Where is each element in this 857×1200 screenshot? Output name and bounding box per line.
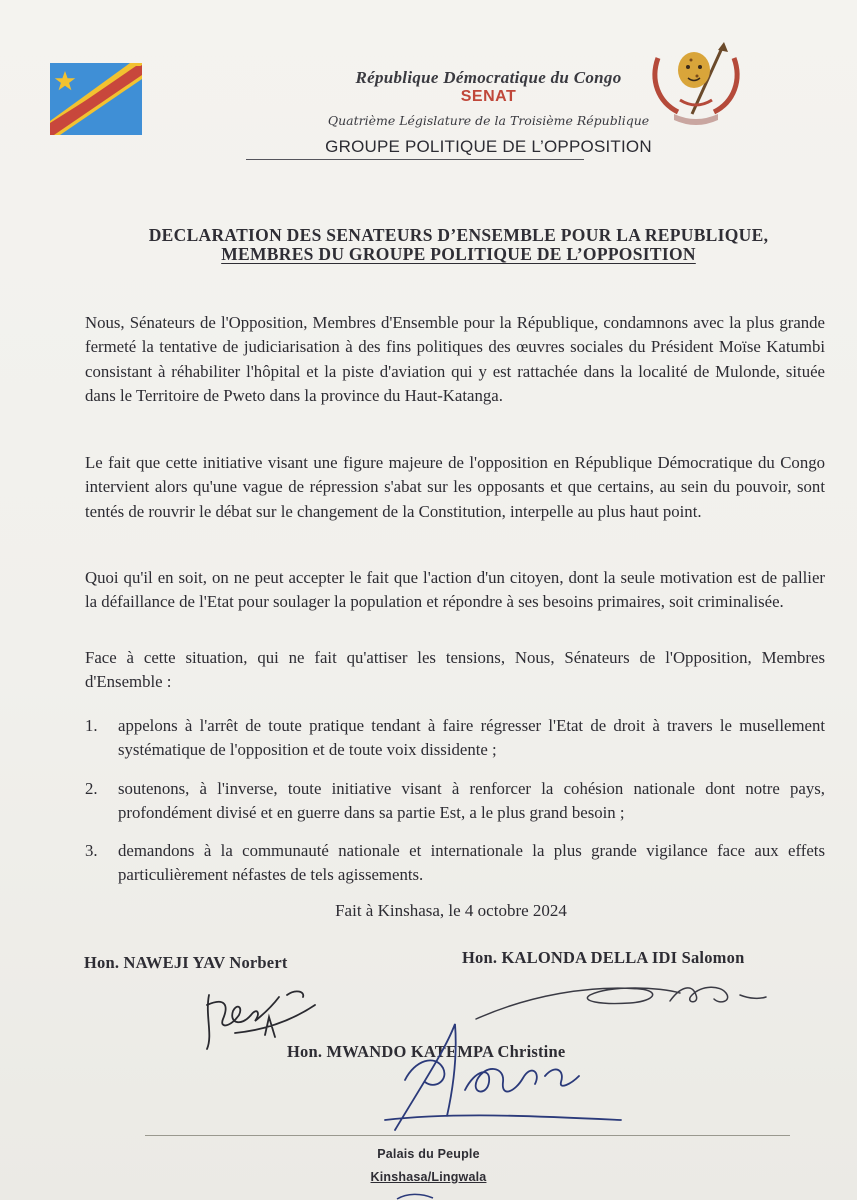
paragraph-4: Face à cette situation, qui ne fait qu'attiser les tensions, Nous, Sénateurs de l'Opposition, Membres d'Ensemble :	[85, 648, 825, 692]
signatory-naweji: Hon. NAWEJI YAV Norbert	[84, 953, 288, 972]
footer-address-line-1: Palais du Peuple	[377, 1147, 480, 1161]
resolution-number: 3.	[85, 841, 98, 860]
footer-divider	[145, 1135, 790, 1136]
signature-kalonda	[470, 975, 770, 1025]
resolution-text: appelons à l'arrêt de toute pratique tendant à faire régresser l'Etat de droit à travers le musellement systématique de l'opposition et de toute voix dissidente ;	[118, 716, 825, 760]
header-country: République Démocratique du Congo	[355, 68, 622, 87]
header-group: GROUPE POLITIQUE DE L’OPPOSITION	[325, 137, 652, 156]
resolution-text: soutenons, à l'inverse, toute initiative visant à renforcer la cohésion nationale dont notre pays, profondément divisé et en guerre dans sa partie Est, a le plus grand besoin ;	[118, 779, 825, 823]
paragraph-3: Quoi qu'il en soit, on ne peut accepter le fait que l'action d'un citoyen, dont la seule motivation est de pallier la défaillance de l'Etat pour soulager la population et répondre à ses besoins primaires, soit criminalisée.	[85, 568, 825, 612]
resolution-number: 1.	[85, 716, 98, 735]
header-legislature: Quatrième Législature de la Troisième République	[327, 113, 650, 128]
paragraph-2: Le fait que cette initiative visant une figure majeure de l'opposition en République Démocratique du Congo intervient alors qu'une vague de répression s'abat sur les opposants et que certains, au sein du pouvoir, sont tentés de rouvrir le débat sur le changement de la Constitution, interpelle au plus haut point.	[85, 453, 825, 521]
footer-address-line-2: Kinshasa/Lingwala	[370, 1170, 487, 1184]
signature-mwando	[365, 1020, 645, 1135]
resolution-text: demandons à la communauté nationale et internationale la plus grande vigilance face aux effets particulièrement néfastes de tels agissements.	[118, 841, 825, 885]
signatory-mwando: Hon. MWANDO KATEMPA Christine	[287, 1042, 566, 1061]
paragraph-1: Nous, Sénateurs de l'Opposition, Membres d'Ensemble pour la République, condamnons avec la plus grande fermeté la tentative de judiciarisation à des fins politiques des œuvres sociales du Président Moïse Katumbi consistant à réhabiliter l'hôpital et la piste d'aviation qui y est rattachée dans la localité de Mulonde, située dans le Territoire de Pweto dans la province du Haut-Katanga.	[85, 313, 825, 405]
place-and-date: Fait à Kinshasa, le 4 octobre 2024	[335, 901, 567, 920]
header-institution: SENAT	[460, 88, 517, 105]
ink-mark-icon	[395, 1192, 435, 1200]
signatory-kalonda: Hon. KALONDA DELLA IDI Salomon	[462, 948, 745, 967]
header-divider	[246, 159, 584, 160]
declaration-title-line-1: DECLARATION DES SENATEURS D’ENSEMBLE POUR LA REPUBLIQUE,	[148, 225, 769, 245]
resolution-number: 2.	[85, 779, 98, 798]
declaration-title-line-2: MEMBRES DU GROUPE POLITIQUE DE L’OPPOSITION	[221, 244, 696, 264]
